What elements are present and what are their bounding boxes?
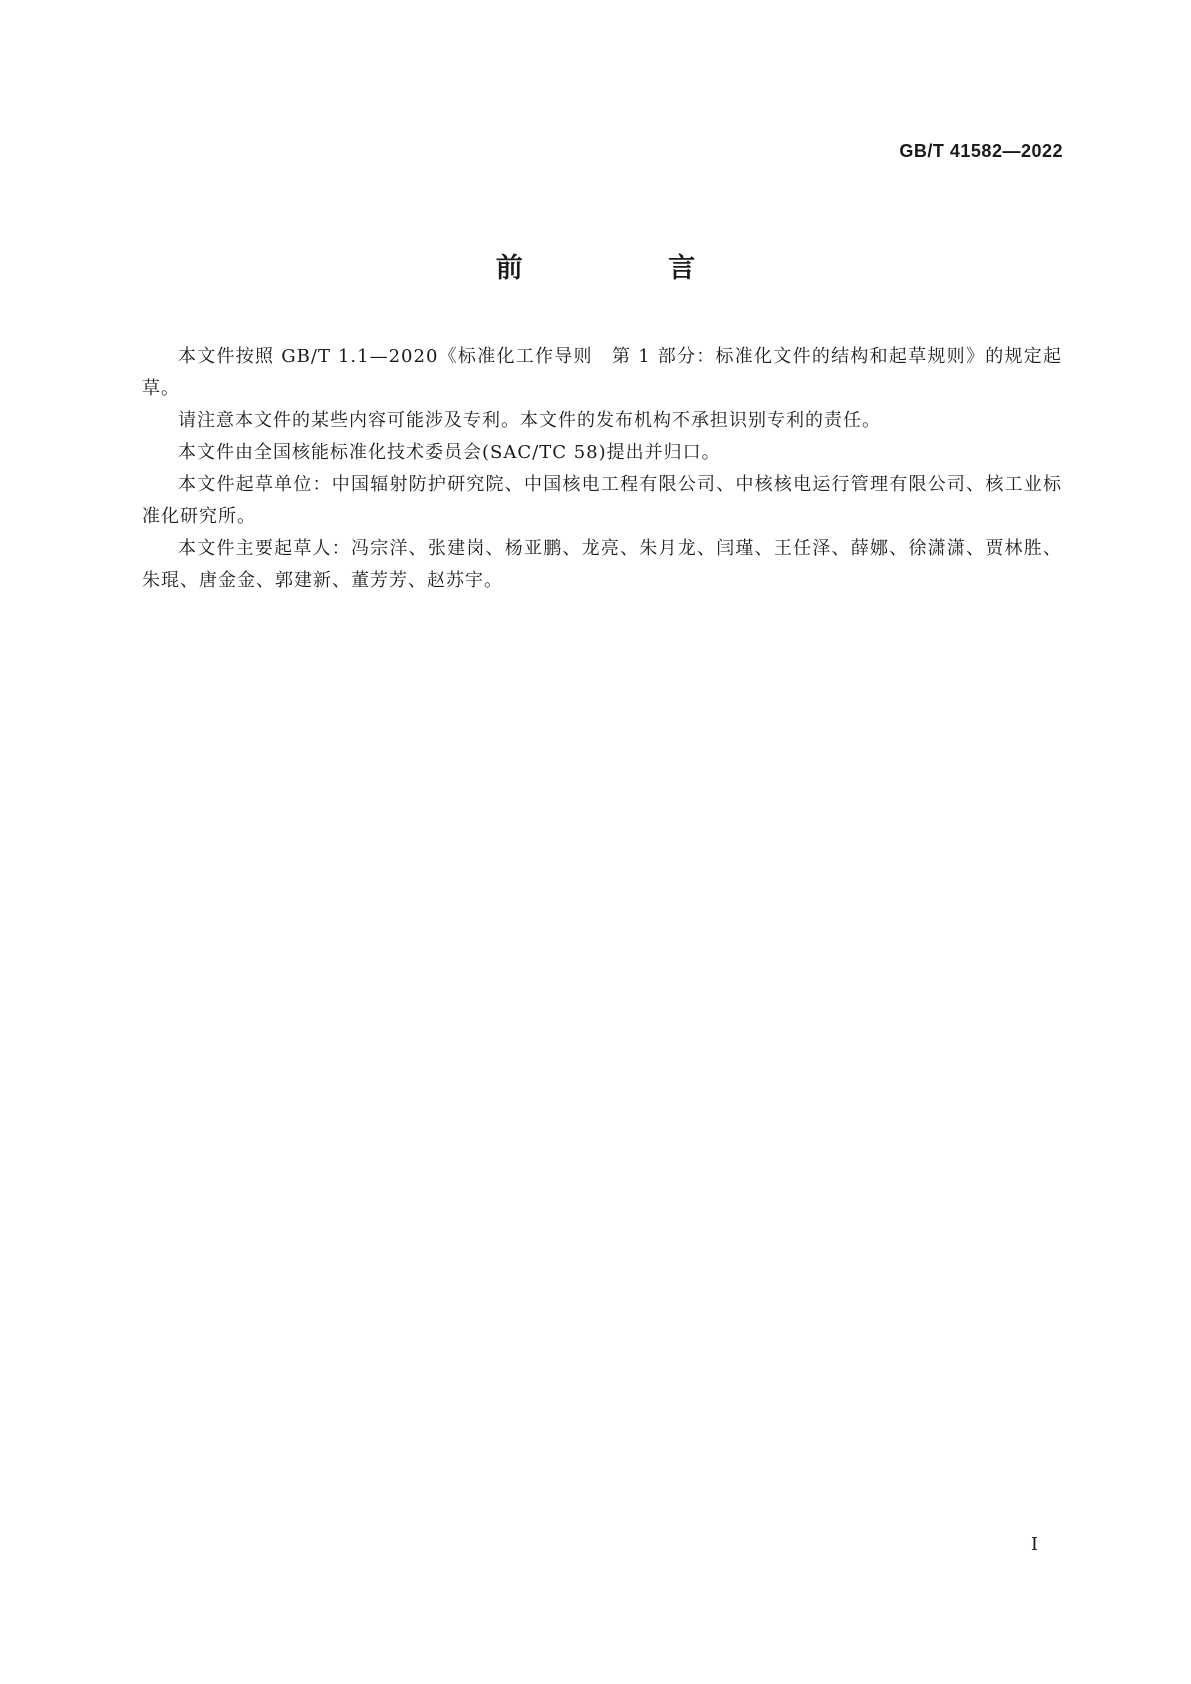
paragraph-proposer: 本文件由全国核能标准化技术委员会(SAC/TC 58)提出并归口。 [178,442,721,463]
preface-body [142,341,1062,597]
page-number: Ⅰ [1030,1534,1038,1555]
paragraph-drafting-rules: 本文件按照 GB/T 1.1—2020《标准化工作导则 第 1 部分：标准化文件的结构和起草规则》的规定起草。 [142,346,1062,399]
paragraph-drafters: 本文件主要起草人：冯宗洋、张建岗、杨亚鹏、龙亮、朱月龙、闫瑾、王任泽、薛娜、徐潇潇、贾林胜、朱琨、唐金金、郭建新、董芳芳、赵苏宇。 [142,538,1062,591]
page-title: 前 言 [495,253,764,284]
standard-number: GB/T 41582—2022 [899,141,1063,161]
paragraph-drafting-units: 本文件起草单位：中国辐射防护研究院、中国核电工程有限公司、中核核电运行管理有限公司、核工业标准化研究所。 [142,474,1062,527]
paragraph-patent-notice: 请注意本文件的某些内容可能涉及专利。本文件的发布机构不承担识别专利的责任。 [178,410,881,431]
